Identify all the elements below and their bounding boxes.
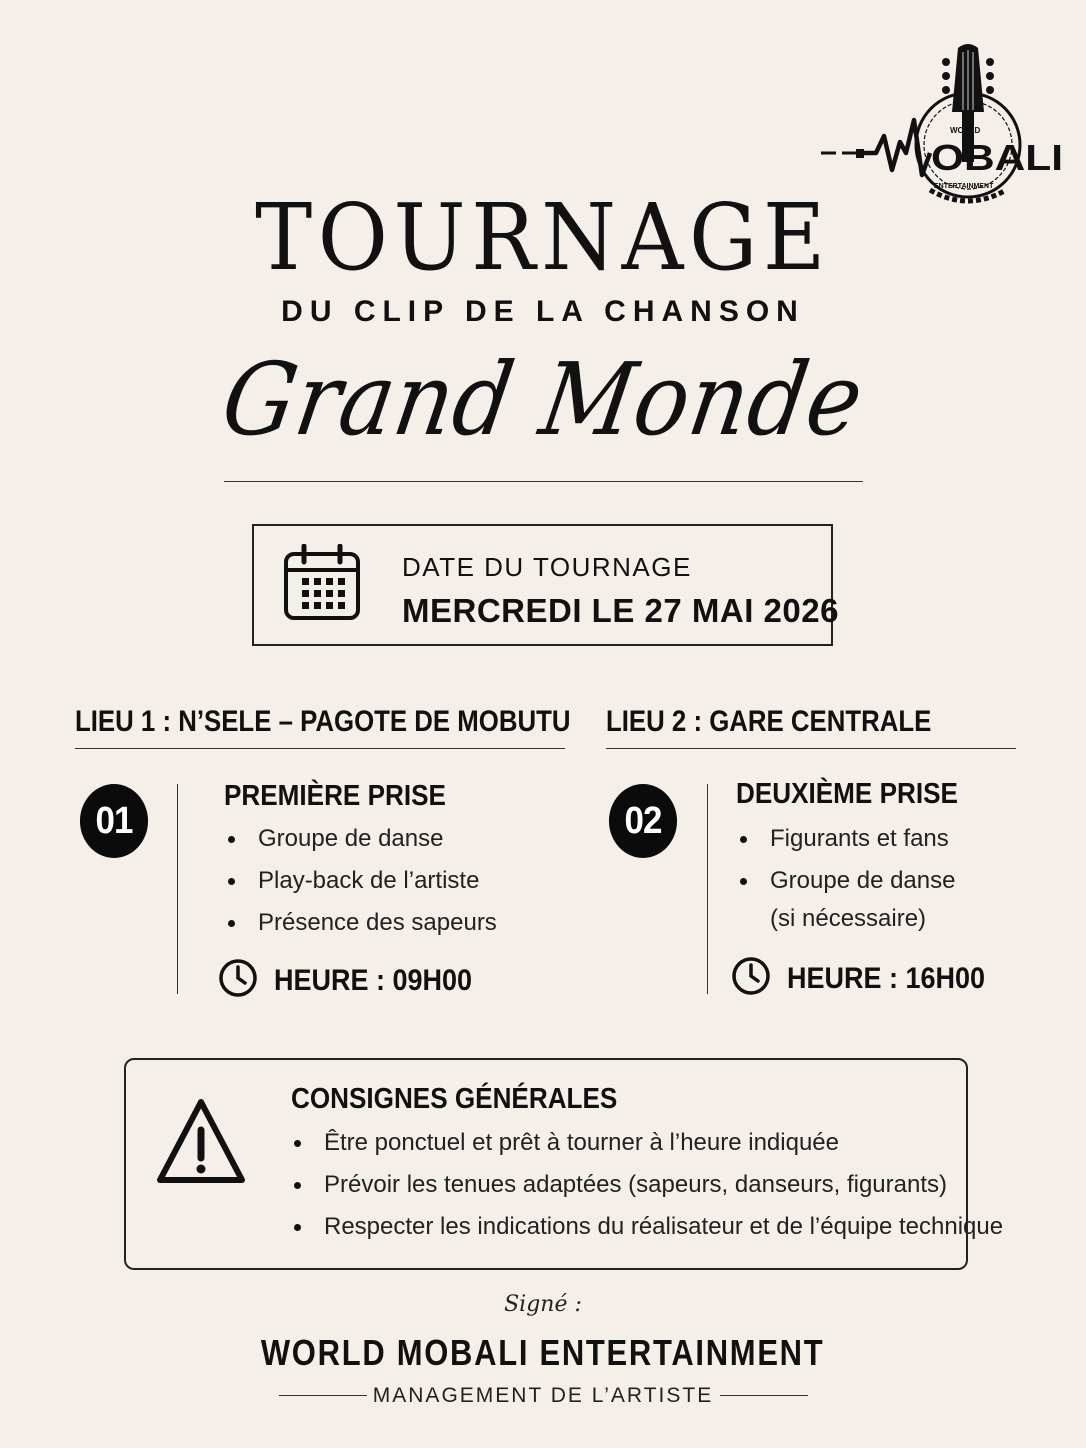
take-1-title: PREMIÈRE PRISE [224,780,446,812]
date-label: DATE DU TOURNAGE [402,552,692,582]
take-2-title: DEUXIÈME PRISE [736,778,958,810]
song-title: Grand Monde [214,341,872,458]
page-subtitle: DU CLIP DE LA CHANSON [281,295,805,328]
list-item: Prévoir les tenues adaptées (sapeurs, danseurs, figurants) [290,1164,1003,1206]
company-name-text: WORLD MOBALI ENTERTAINMENT [261,1332,825,1373]
list-item-continuation: (si nécessaire) [770,905,927,932]
logo-world-text: WORLD [950,126,981,135]
clock-icon [218,958,258,998]
footer-rule-right [720,1395,808,1396]
list-item: Présence des sapeurs [224,902,497,944]
list-item: Play-back de l’artiste [224,860,497,902]
list-item: Respecter les indications du réalisateur et de l’équipe technique [290,1206,1003,1248]
location-1-heading: LIEU 1 : N’SELE – PAGOTE DE MOBUTU [75,705,571,738]
list-item: Groupe de danse [224,818,497,860]
company-role: MANAGEMENT DE L’ARTISTE [372,1384,714,1407]
header-divider [224,481,863,482]
page-title: TOURNAGE [255,184,831,291]
location-2-divider [606,748,1016,749]
take-2-hour: HEURE : 16H00 [787,962,986,995]
calendar-icon [282,544,362,624]
take-2-list [736,818,955,902]
consignes-list [290,1122,1003,1248]
list-item: Être ponctuel et prêt à tourner à l’heure indiquée [290,1122,1003,1164]
logo-entertainment-text: ENTERTAINMENT [934,183,994,190]
take-2-number-badge: 02 [609,784,677,858]
take-2-vertical-rule [707,784,708,994]
company-name [0,1330,1086,1376]
take-1-vertical-rule [177,784,178,994]
take-1-number-badge: 01 [80,784,148,858]
date-value: MERCREDI LE 27 MAI 2026 [402,592,839,629]
location-2-heading: LIEU 2 : GARE CENTRALE [606,705,932,738]
logo-brand-text: OBALI [931,137,1063,178]
warning-icon [156,1096,246,1188]
signed-label: Signé : [504,1292,582,1317]
take-1-hour: HEURE : 09H00 [274,964,473,997]
list-item: Groupe de danse [736,860,955,902]
consignes-title: CONSIGNES GÉNÉRALES [291,1083,618,1115]
clock-icon [731,956,771,996]
location-1-divider [75,748,565,749]
take-1-list [224,818,497,944]
list-item: Figurants et fans [736,818,955,860]
